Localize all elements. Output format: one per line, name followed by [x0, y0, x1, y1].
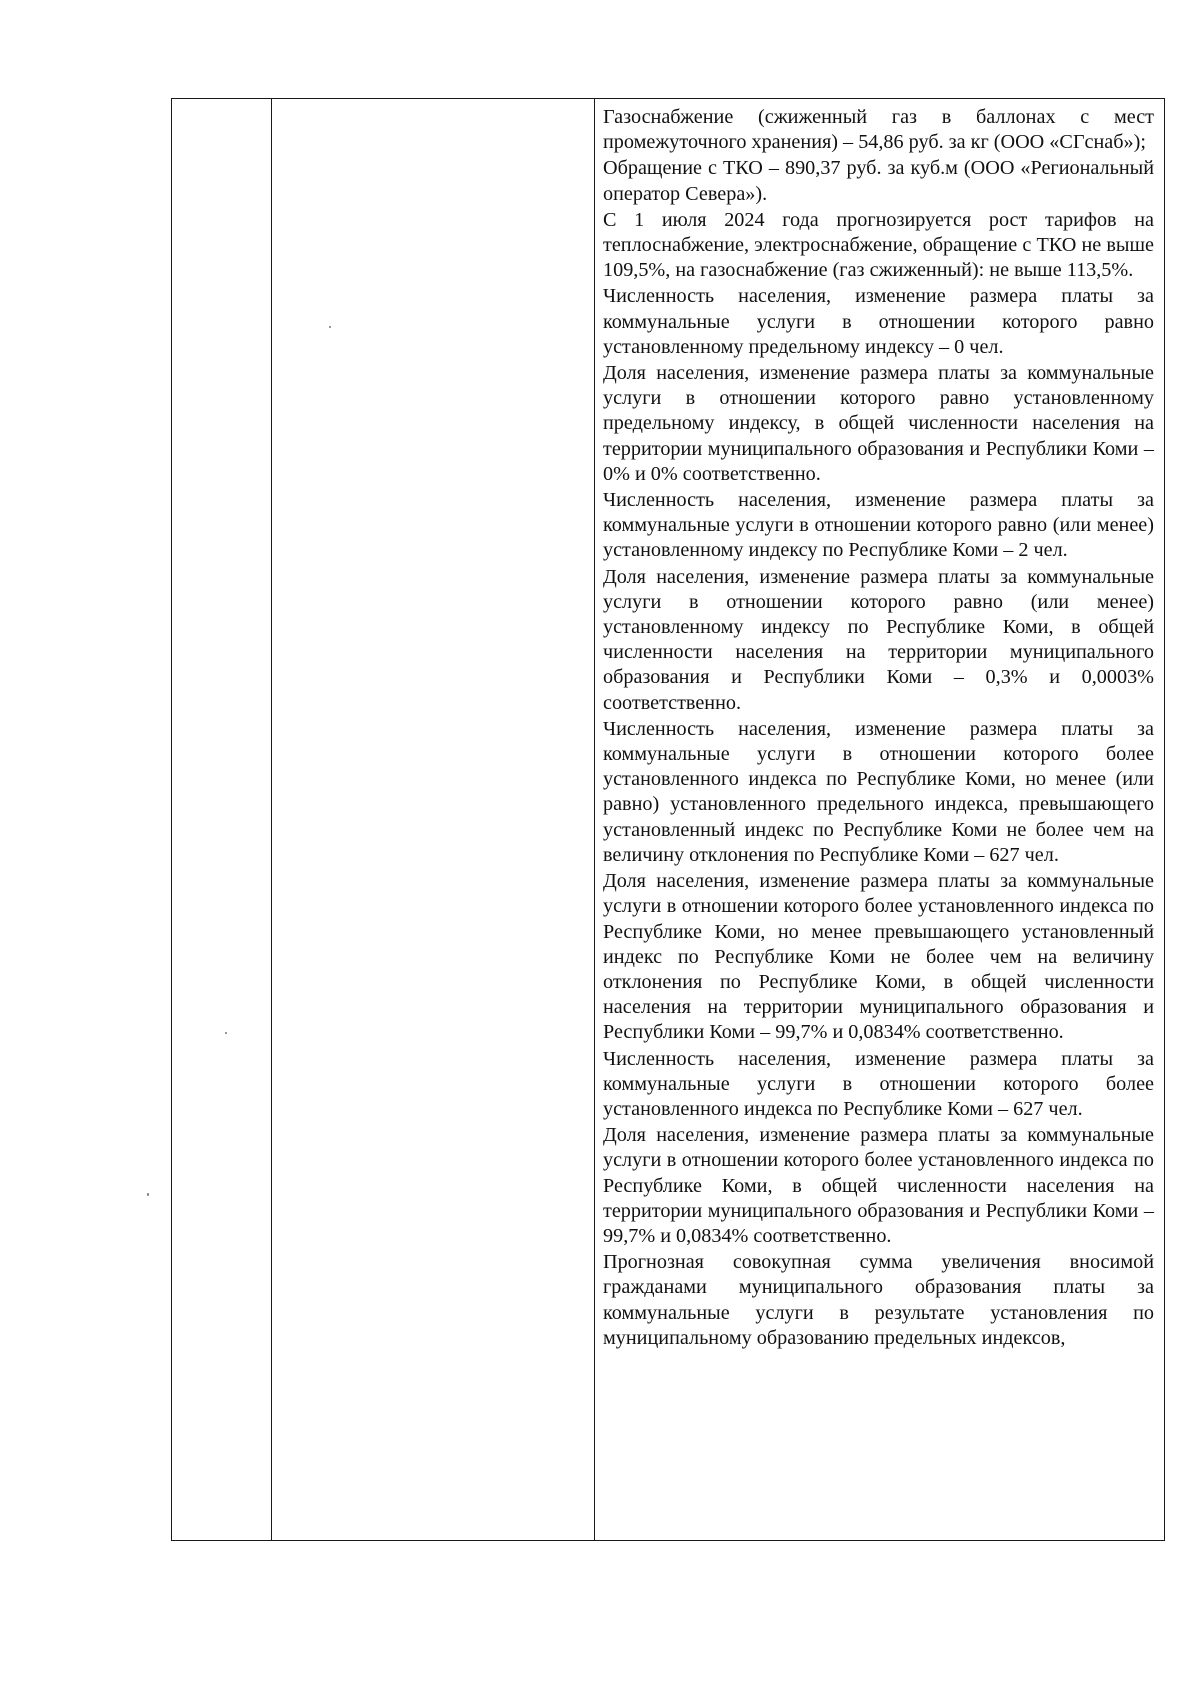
- paragraph-share-equal-or-less-index: Доля населения, изменение размера платы за коммунальные услуги в отношении которого равно (или менее) установленному индексу по Республике Коми, в общей численности населения на территории муниципального образования и Республики Коми – 0,3% и 0,0003% соответственно.: [603, 565, 1154, 714]
- paragraph-population-equal-limit: Численность населения, изменение размера платы за коммунальные услуги в отношении которого равно установленному предельному индексу – 0 чел.: [603, 285, 1154, 358]
- table-row: [172, 99, 1165, 1541]
- table-cell-name: [272, 99, 595, 1541]
- paragraph-gas-supply: Газоснабжение (сжиженный газ в баллонах с мест промежуточного хранения) – 54,86 руб. за кг (ООО «СГснаб»);: [603, 106, 1154, 154]
- paragraph-waste-handling: Обращение с ТКО – 890,37 руб. за куб.м (ООО «Региональный оператор Севера»).: [603, 157, 1154, 205]
- paragraph-population-above-index: Численность населения, изменение размера платы за коммунальные услуги в отношении которого более установленного индекса по Республике Коми – 627 чел.: [603, 1047, 1154, 1120]
- paragraph-share-equal-limit: Доля населения, изменение размера платы за коммунальные услуги в отношении которого равно установленному предельному индексу, в общей численности населения на территории муниципального образования и Республики Коми – 0% и 0% соответственно.: [603, 362, 1154, 485]
- scan-speck: [147, 1193, 149, 1196]
- document-table: [171, 98, 1165, 1541]
- paragraph-share-above-index-within-deviation: Доля населения, изменение размера платы за коммунальные услуги в отношении которого более установленного индекса по Республике Коми, но менее превышающего установленный индекс по Республике Коми не более чем на величину отклонения по Республике Коми, в общей численности населения на территории муниципального образования и Республики Коми – 99,7% и 0,0834% соответственно.: [603, 870, 1154, 1044]
- paragraph-population-equal-or-less-index: Численность населения, изменение размера платы за коммунальные услуги в отношении которого равно (или менее) установленному индексу по Республике Коми – 2 чел.: [603, 489, 1154, 562]
- scan-speck: [225, 1032, 227, 1034]
- table-cell-number: [172, 99, 272, 1541]
- paragraph-share-above-index: Доля населения, изменение размера платы за коммунальные услуги в отношении которого более установленного индекса по Республике Коми, в общей численности населения на территории муниципального образования и Республики Коми – 99,7% и 0,0834% соответственно.: [603, 1124, 1154, 1247]
- paragraph-population-above-index-within-deviation: Численность населения, изменение размера платы за коммунальные услуги в отношении которого более установленного индекса по Республике Коми, но менее (или равно) установленного предельного индекса, превышающего установленный индекс по Республике Коми не более чем на величину отклонения по Республике Коми – 627 чел.: [603, 717, 1154, 866]
- scan-speck: [329, 326, 331, 328]
- paragraph-tariff-forecast: С 1 июля 2024 года прогнозируется рост тарифов на теплоснабжение, электроснабжение, обращение с ТКО не выше 109,5%, на газоснабжение (газ сжиженный): не выше 113,5%.: [603, 208, 1154, 282]
- paragraph-forecast-total-increase: Прогнозная совокупная сумма увеличения вносимой гражданами муниципального образования платы за коммунальные услуги в результате установления по муниципальному образованию предельных индексов,: [603, 1251, 1154, 1349]
- table-cell-content: [595, 99, 1165, 1541]
